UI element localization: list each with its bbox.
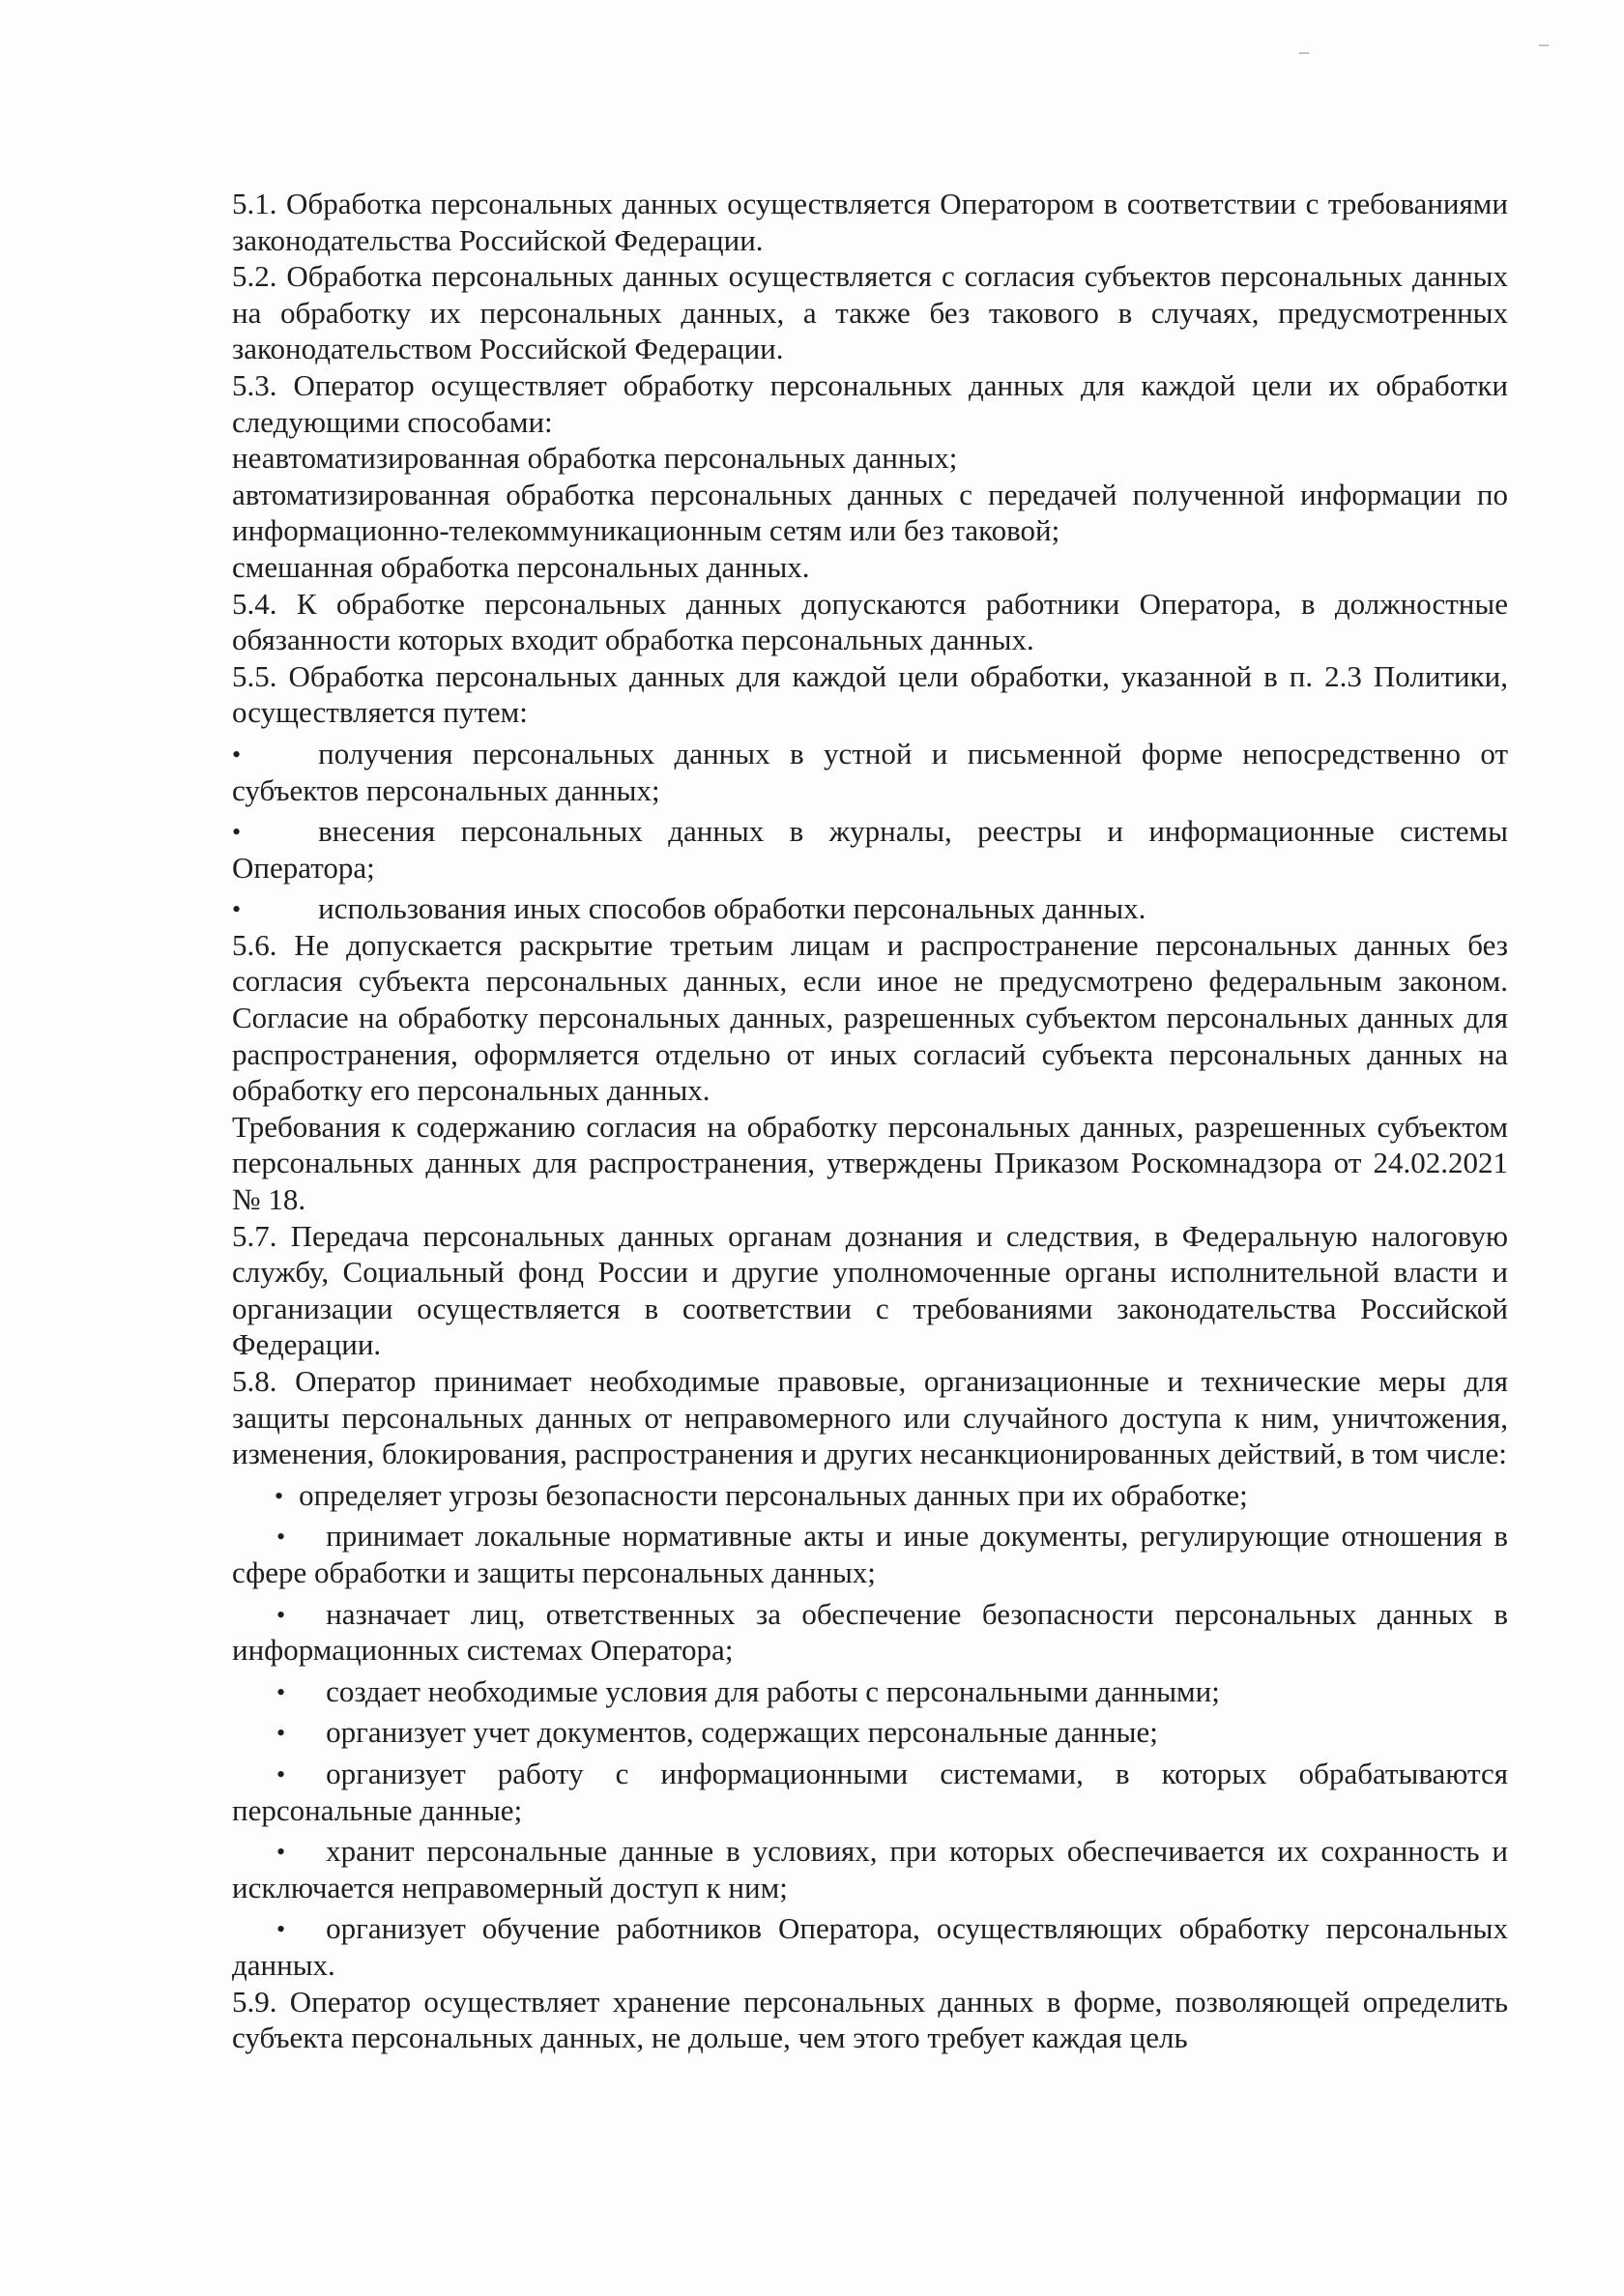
bullet-icon: • <box>276 1719 286 1748</box>
clause-5-5: 5.5. Обработка персональных данных для каждой цели обработки, указанной в п. 2.3 Политики, осуществляется путем: <box>232 658 1508 730</box>
bullet-item <box>232 890 1508 927</box>
bullet-icon: • <box>276 1759 286 1788</box>
consent-requirements: Требования к содержанию согласия на обработку персональных данных, разрешенных субъектом персональных данных для распространения, утверждены Приказом Роскомнадзора от 24.02.2021 № 18. <box>232 1109 1508 1217</box>
clause-5-8: 5.8. Оператор принимает необходимые правовые, организационные и технические меры для защиты персональных данных от неправомерного или случайного доступа к ним, уничтожения, изменения, блокирования, распространения и других несанкционированных действий, в том числе: <box>232 1364 1508 1471</box>
bullet-icon: • <box>276 1523 286 1552</box>
bullet-item <box>232 736 1508 808</box>
clause-5-1: 5.1. Обработка персональных данных осуществляется Оператором в соответствии с требованиями законодательства Российской Федерации. <box>232 187 1508 257</box>
clause-5-2: 5.2. Обработка персональных данных осуществляется с согласия субъектов персональных данных на обработку их персональных данных, а также без такового в случаях, предусмотренных законодательством Российской Федерации. <box>232 259 1508 366</box>
bullet-text: создает необходимые условия для работы с персональными данными; <box>326 1673 1220 1708</box>
clause-5-3: 5.3. Оператор осуществляет обработку персональных данных для каждой цели их обработки следующими способами: <box>232 367 1508 439</box>
method-manual: неавтоматизированная обработка персональных данных; <box>232 441 958 476</box>
bullet-text: организует обучение работников Оператора, осуществляющих обработку персональных данных. <box>232 1911 1508 1982</box>
scan-speck <box>1299 52 1309 54</box>
method-mixed: смешанная обработка персональных данных. <box>232 549 810 584</box>
bullet-item <box>232 1714 1508 1751</box>
bullet-icon: • <box>276 1838 286 1867</box>
clause-5-7: 5.7. Передача персональных данных органам дознания и следствия, в Федеральную налоговую службу, Социальный фонд России и другие уполномоченные органы исполнительной власти и организации осуществляется в соответствии с требованиями законодательства Российской Федерации. <box>232 1218 1508 1362</box>
bullet-text: назначает лиц, ответственных за обеспечение безопасности персональных данных в информационных системах Оператора; <box>232 1596 1508 1668</box>
bullet-text: принимает локальные нормативные акты и иные документы, регулирующие отношения в сфере обработки и защиты персональных данных; <box>232 1519 1508 1589</box>
bullet-item <box>232 1910 1508 1983</box>
bullet-icon: • <box>275 1481 284 1510</box>
bullet-item <box>232 1518 1508 1590</box>
bullet-item <box>232 813 1508 886</box>
bullet-icon: • <box>232 818 242 847</box>
bullet-text: организует работу с информационными системами, в которых обрабатываются персональные данные; <box>232 1756 1508 1827</box>
clause-5-6: 5.6. Не допускается раскрытие третьим лицам и распространение персональных данных без согласия субъекта персональных данных, если иное не предусмотрено федеральным законом. Согласие на обработку персональных данных, разрешенных субъектом персональных данных для распространения, оформляется отдельно от иных согласий субъекта персональных данных на обработку его персональных данных. <box>232 927 1508 1108</box>
bullet-text: получения персональных данных в устной и письменной форме непосредственно от субъектов персональных данных; <box>232 736 1508 807</box>
method-automated: автоматизированная обработка персональных данных с передачей полученной информации по информационно-телекоммуникационным сетям или без таковой; <box>232 477 1508 548</box>
bullet-icon: • <box>276 1677 286 1706</box>
bullet-text: хранит персональные данные в условиях, при которых обеспечивается их сохранность и исключается неправомерный доступ к ним; <box>232 1834 1508 1904</box>
bullet-icon: • <box>232 895 242 924</box>
bullet-item <box>232 1477 1508 1514</box>
bullet-item <box>232 1833 1508 1905</box>
clause-5-4: 5.4. К обработке персональных данных допускаются работники Оператора, в должностные обязанности которых входит обработка персональных данных. <box>232 586 1508 657</box>
document-body <box>232 186 1508 2056</box>
bullet-item <box>232 1756 1508 1828</box>
bullet-item <box>232 1673 1508 1710</box>
scan-speck <box>1539 44 1549 46</box>
bullet-item <box>232 1596 1508 1669</box>
bullet-text: внесения персональных данных в журналы, реестры и информационные системы Оператора; <box>232 814 1508 885</box>
bullet-icon: • <box>276 1600 286 1629</box>
bullet-icon: • <box>232 740 242 769</box>
bullet-icon: • <box>276 1915 286 1944</box>
bullet-text: использования иных способов обработки персональных данных. <box>318 891 1146 926</box>
bullet-text: определяет угрозы безопасности персональных данных при их обработке; <box>299 1477 1248 1512</box>
clause-5-9: 5.9. Оператор осуществляет хранение персональных данных в форме, позволяющей определить субъекта персональных данных, не дольше, чем этого требует каждая цель <box>232 1984 1508 2055</box>
bullet-text: организует учет документов, содержащих персональные данные; <box>326 1715 1158 1750</box>
